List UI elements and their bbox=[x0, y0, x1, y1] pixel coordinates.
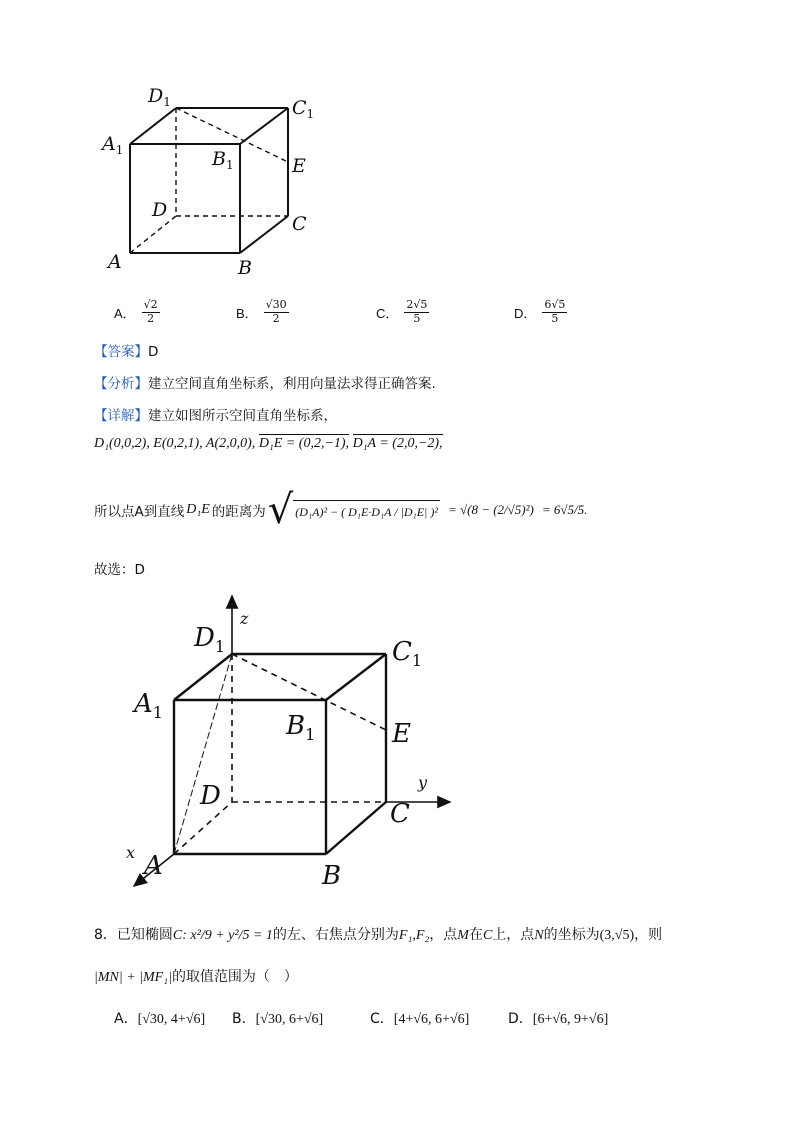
vector-d1e: D₁E = (0,2,−1), bbox=[258, 436, 350, 451]
edge-ad-hidden bbox=[130, 216, 176, 253]
question8-choices bbox=[114, 1008, 654, 1028]
label-e: E bbox=[292, 155, 306, 177]
vector-d1a: D₁A = (2,0,−2), bbox=[352, 436, 443, 451]
label-e: E bbox=[392, 719, 411, 749]
foci: F₁,F₂ bbox=[398, 928, 430, 943]
edge-bc bbox=[240, 216, 288, 253]
distance-mid: 的距离为 bbox=[211, 504, 266, 520]
detail-tag: 【详解】 bbox=[94, 408, 148, 424]
detail-text: 建立如图所示空间直角坐标系， bbox=[148, 408, 337, 424]
label-b1: $B_1$ bbox=[286, 711, 316, 744]
label-a1: $A_1$ bbox=[102, 133, 124, 157]
label-x: x bbox=[126, 843, 136, 862]
choice-c[interactable]: C．[4+√6, 6+√6] bbox=[370, 1011, 470, 1027]
label-d: D bbox=[200, 781, 221, 811]
question7-options bbox=[114, 294, 584, 330]
option-a[interactable]: A． $\frac{√2}{2}$ bbox=[114, 298, 158, 325]
detail-line bbox=[94, 404, 337, 424]
answer-line bbox=[94, 340, 158, 360]
expression: |MN| + |MF₁| bbox=[94, 970, 172, 985]
label-a: A bbox=[108, 251, 122, 273]
answer-text: D bbox=[148, 344, 159, 360]
question8-line2: |MN| + |MF₁|的取值范围为（ ） bbox=[94, 969, 298, 985]
segment-ad1 bbox=[174, 654, 232, 854]
segment-d1e bbox=[232, 654, 386, 730]
edge-bc bbox=[326, 802, 386, 854]
label-b: B bbox=[322, 861, 342, 891]
label-d1: $D_1$ bbox=[194, 623, 226, 656]
label-c: C bbox=[292, 213, 307, 235]
point-coordinates: D₁(0,0,2), E(0,2,1), A(2,0,0), bbox=[94, 436, 256, 451]
point-n-coordinate: (3,√5) bbox=[599, 928, 635, 943]
label-c1: $C_1$ bbox=[292, 97, 315, 121]
sqrt-sign: √ bbox=[267, 487, 294, 533]
distance-formula: (D₁A)² − ( D₁E·D₁A / |D₁E| )² bbox=[293, 500, 440, 520]
option-b[interactable]: B． $\frac{√30}{2}$ bbox=[236, 298, 287, 325]
label-a: A bbox=[144, 851, 163, 881]
label-b1: $B_1$ bbox=[212, 148, 234, 172]
edge-b1c1 bbox=[240, 108, 288, 144]
coordinates-line bbox=[94, 436, 694, 452]
label-c: C bbox=[390, 799, 410, 829]
distance-line bbox=[94, 478, 714, 542]
option-d[interactable]: D． $\frac{6√5}{5}$ bbox=[514, 298, 566, 325]
edge-a1d1 bbox=[174, 654, 232, 700]
ellipse-equation: C: x²/9 + y²/5 = 1 bbox=[172, 928, 273, 943]
question8-line1: 8．已知椭圆C: x²/9 + y²/5 = 1的左、右焦点分别为F₁,F₂，点M在C上，点N的坐标为(3,√5)，则 bbox=[94, 927, 663, 943]
label-d: D bbox=[152, 199, 168, 221]
answer-tag: 【答案】 bbox=[94, 344, 148, 360]
label-c1: $C_1$ bbox=[392, 637, 423, 670]
label-b: B bbox=[238, 257, 252, 279]
option-c[interactable]: C． $\frac{2√5}{5}$ bbox=[376, 298, 428, 325]
choice-a[interactable]: A．[√30, 4+√6] bbox=[114, 1011, 206, 1027]
choice-d[interactable]: D．[6+√6, 9+√6] bbox=[508, 1011, 609, 1027]
analysis-tag: 【分析】 bbox=[94, 376, 148, 392]
analysis-line bbox=[94, 372, 436, 392]
cube-figure-2 bbox=[118, 588, 458, 893]
analysis-text: 建立空间直角坐标系，利用向量法求得正确答案. bbox=[148, 376, 436, 392]
conclusion-line: 故选：D bbox=[94, 562, 145, 578]
label-a1: $A_1$ bbox=[134, 689, 163, 722]
edge-b1c1 bbox=[326, 654, 386, 700]
edge-a1d1 bbox=[130, 108, 176, 144]
label-d1: $D_1$ bbox=[148, 85, 171, 109]
distance-line-name: D₁E bbox=[186, 502, 210, 517]
choice-b[interactable]: B．[√30, 6+√6] bbox=[232, 1011, 324, 1027]
distance-eq1: = √(8 − (2/√5)²) bbox=[447, 502, 534, 517]
label-z: z bbox=[240, 609, 249, 628]
distance-prefix: 所以点A到直线 bbox=[94, 504, 185, 520]
distance-eq2: = 6√5/5. bbox=[541, 502, 588, 517]
label-y: y bbox=[418, 773, 428, 792]
cube-figure-1 bbox=[96, 80, 336, 280]
segment-d1e bbox=[176, 108, 288, 162]
